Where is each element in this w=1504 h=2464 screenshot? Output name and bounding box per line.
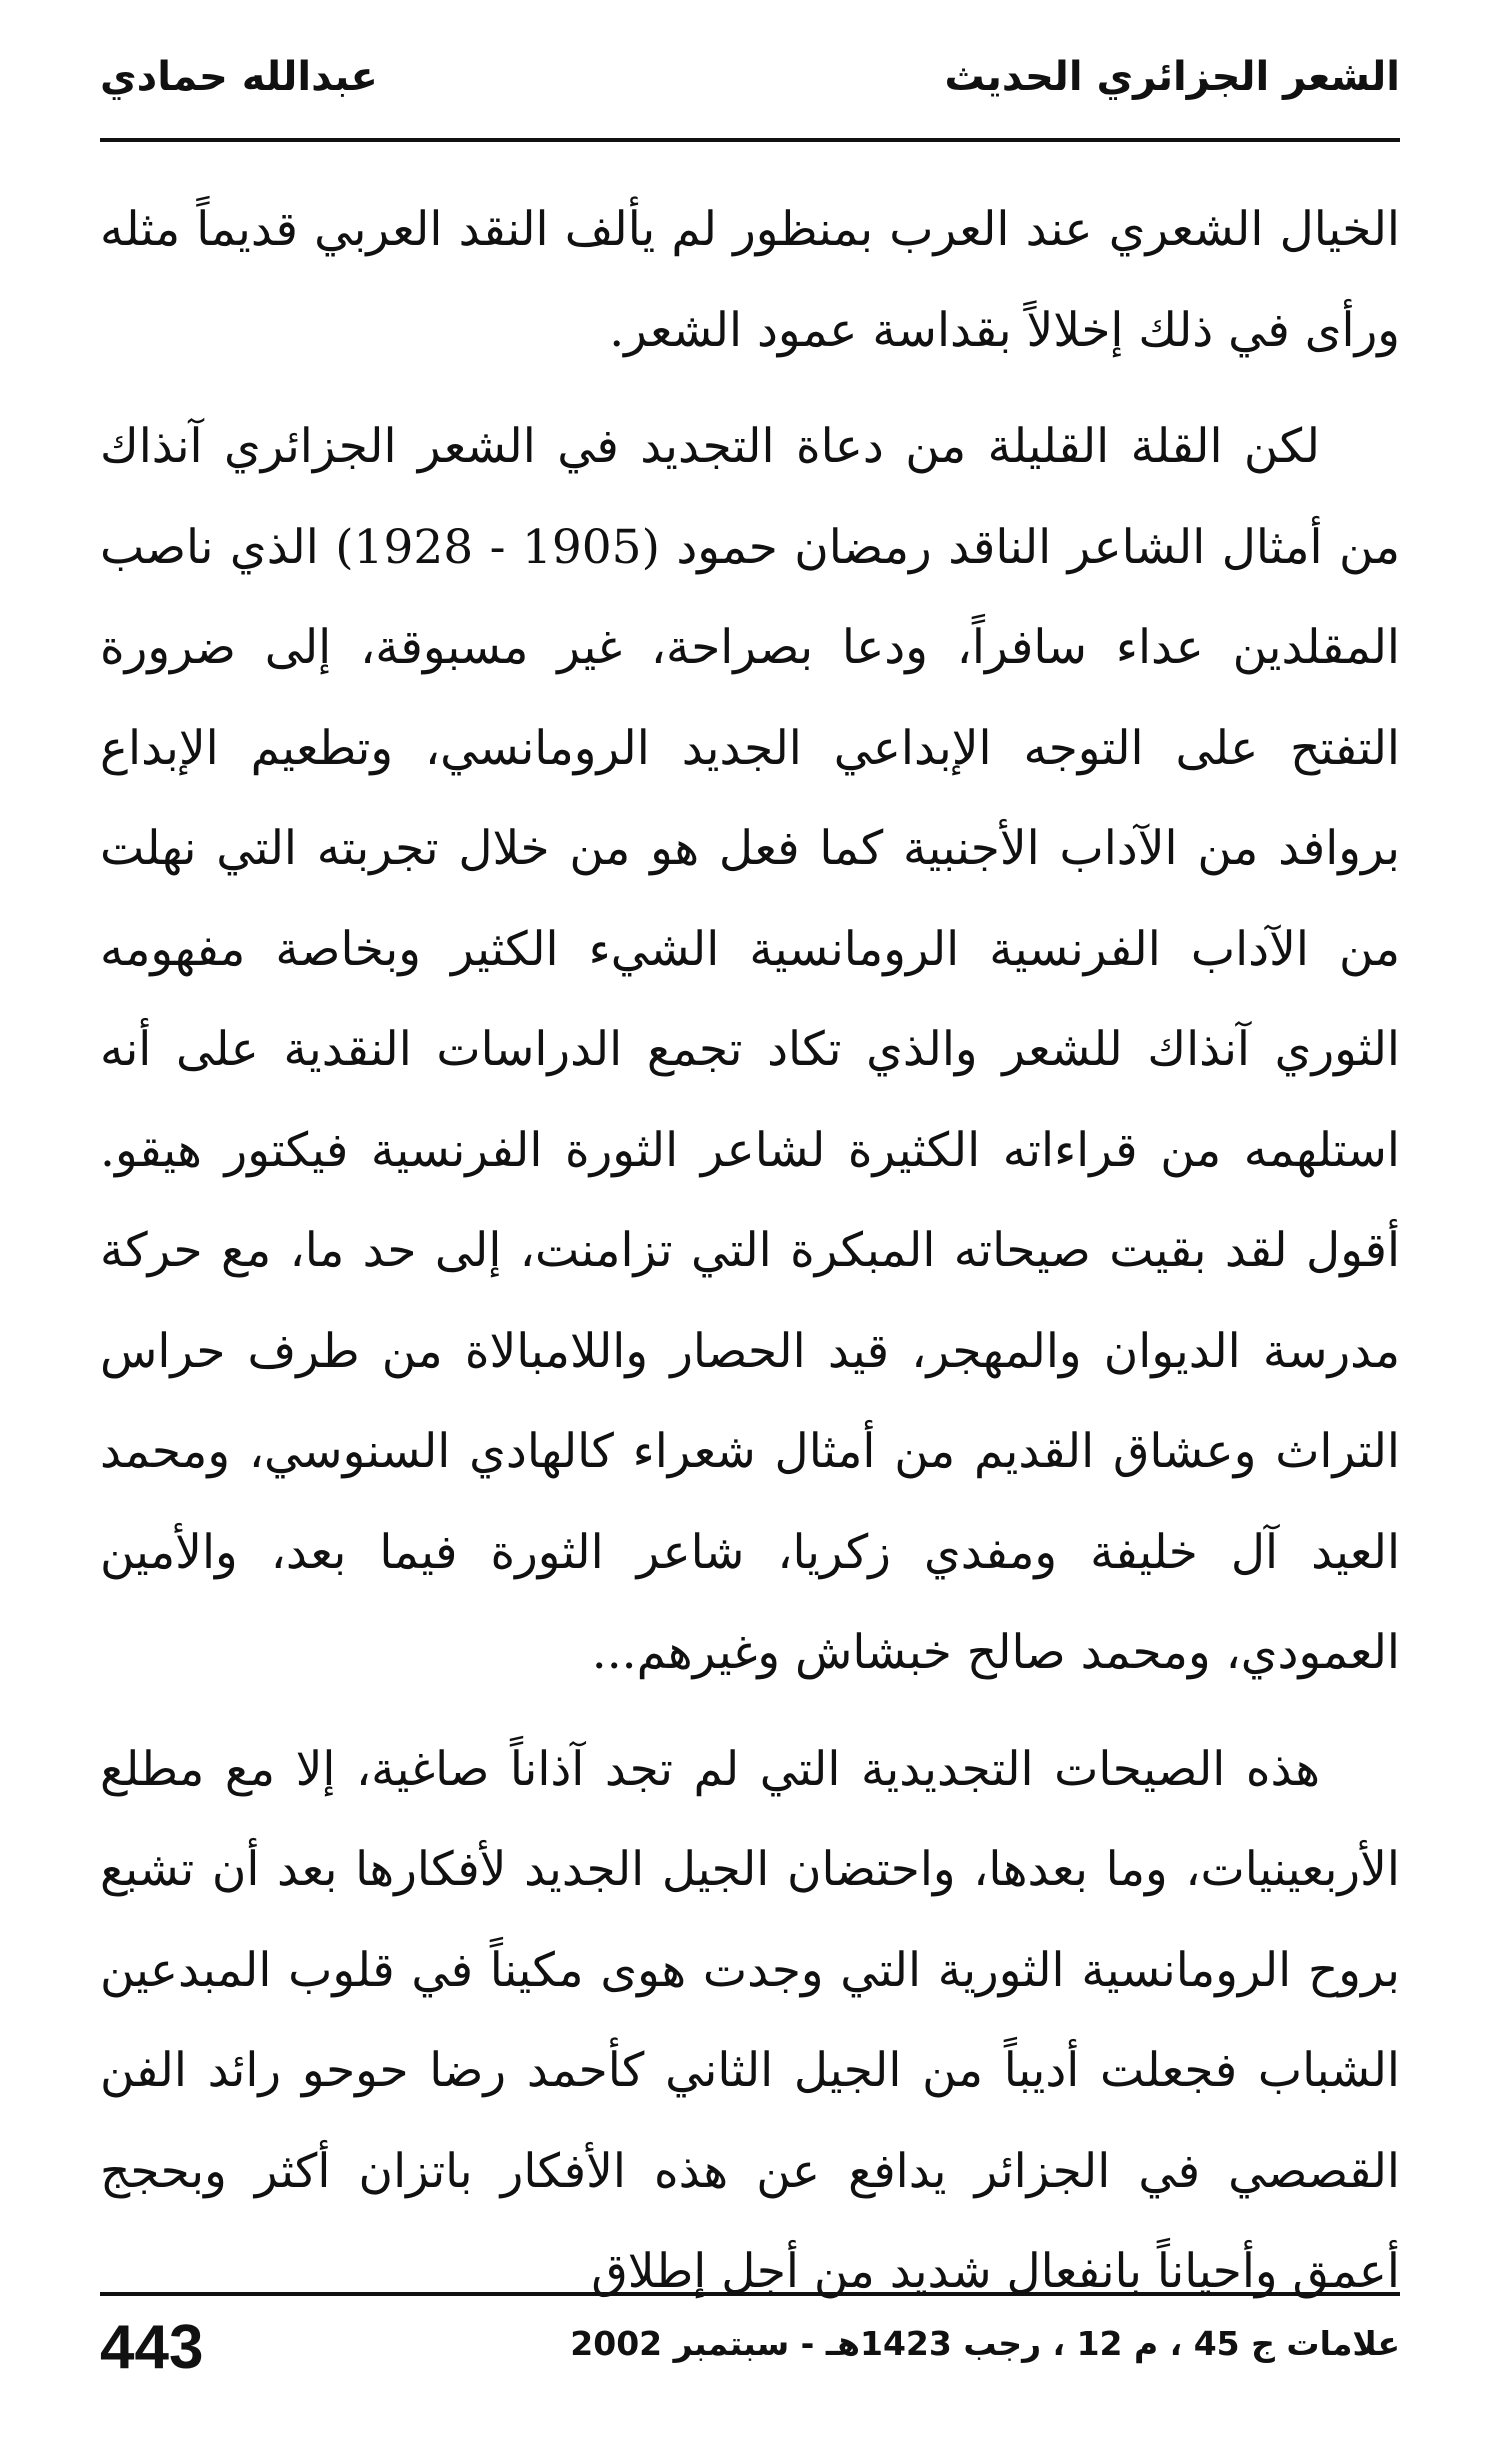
paragraph-3: هذه الصيحات التجديدية التي لم تجد آذاناً صاغية، إلا مع مطلع الأربعينيات، وما بعدها، واحتضان الجيل الجديد لأفكارها بعد أن تشبع بروح الرومانسية الثورية التي وجدت هوى مكيناً في قلوب المبدعين الشباب فجعلت أديباً من الجيل الثاني كأحمد رضا حوحو رائد الفن القصصي في الجزائر يدافع عن هذه الأفكار باتزان أكثر وبحجج أعمق وأحياناً بانفعال شديد من أجل إطلاق bbox=[100, 1741, 1400, 2299]
document-page bbox=[100, 40, 1400, 2430]
running-head bbox=[100, 54, 1400, 114]
body-text bbox=[100, 180, 1400, 2323]
journal-issue-line: علامات ج 45 ، م 12 ، رجب 1423هـ - سبتمبر 2002 bbox=[570, 2324, 1400, 2363]
footer-rule bbox=[100, 2292, 1400, 2296]
paragraph-2: لكن القلة القليلة من دعاة التجديد في الشعر الجزائري آنذاك من أمثال الشاعر الناقد رمضان حمود (1905 - 1928) الذي ناصب المقلدين عداء سافراً، ودعا بصراحة، غير مسبوقة، إلى ضرورة التفتح على التوجه الإبداعي الجديد الرومانسي، وتطعيم الإبداع بروافد من الآداب الأجنبية كما فعل هو من خلال تجربته التي نهلت من الآداب الفرنسية الرومانسية الشيء الكثير وبخاصة مفهومه الثوري آنذاك للشعر والذي تكاد تجمع الدراسات النقدية على أنه استلهمه من قراءاته الكثيرة لشاعر الثورة الفرنسية فيكتور هيقو. أقول لقد بقيت صيحاته المبكرة التي تزامنت، إلى حد ما، مع حركة مدرسة الديوان والمهجر، قيد الحصار واللامبالاة من طرف حراس التراث وعشاق القديم من أمثال شعراء كالهادي السنوسي، ومحمد العيد آل خليفة ومفدي زكريا، شاعر الثورة فيما بعد، والأمين العمودي، ومحمد صالح خبشاش وغيرهم... bbox=[100, 419, 1401, 1680]
header-rule bbox=[100, 138, 1400, 142]
page-footer bbox=[100, 2312, 1400, 2392]
running-head-author: عبدالله حمادي bbox=[100, 54, 378, 100]
paragraph-1: الخيال الشعري عند العرب بمنظور لم يألف النقد العربي قديماً مثله ورأى في ذلك إخلالاً بقداسة عمود الشعر. bbox=[100, 202, 1400, 358]
running-head-title: الشعر الجزائري الحديث bbox=[944, 54, 1400, 100]
page-number: 443 bbox=[100, 2313, 204, 2382]
